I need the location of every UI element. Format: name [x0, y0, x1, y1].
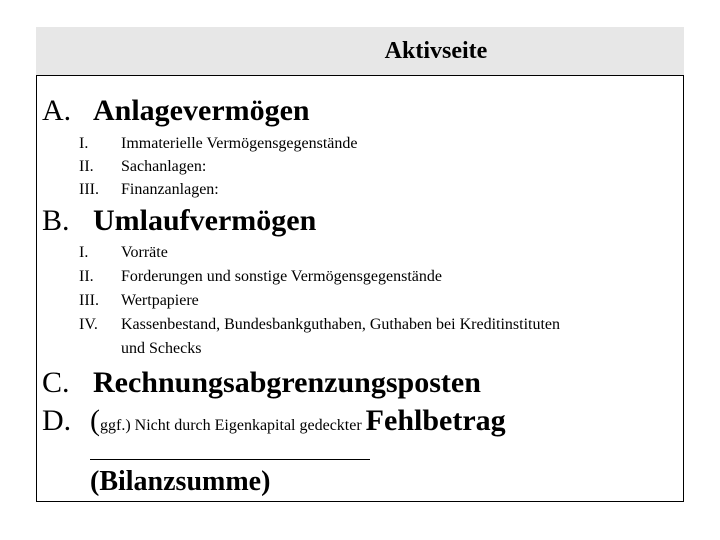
section-a-item-3-num: III.: [79, 181, 99, 198]
section-b-letter: B.: [42, 204, 70, 237]
section-a-item-2-num: II.: [79, 158, 94, 175]
section-b-item-1-text: Vorräte: [121, 244, 168, 261]
section-c-letter: C.: [42, 366, 70, 399]
section-b-item-4-continuation: und Schecks: [121, 340, 202, 357]
section-b-item-2-num: II.: [79, 268, 94, 285]
section-a-item-1-text: Immaterielle Vermögensgegenstände: [121, 135, 358, 152]
section-a-item-2-text: Sachanlagen:: [121, 158, 207, 175]
sum-underline: [90, 459, 370, 460]
section-d-paren: (: [90, 404, 100, 437]
section-b-item-4-num: IV.: [79, 316, 98, 333]
page-title: Aktivseite: [384, 38, 488, 64]
section-d-note: ggf.) Nicht durch Eigenkapital gedeckter: [100, 417, 362, 434]
section-b-item-2-text: Forderungen und sonstige Vermögensgegenstände: [121, 268, 442, 285]
section-b-item-3-num: III.: [79, 292, 99, 309]
section-d-title: Fehlbetrag: [365, 404, 506, 437]
section-d-letter: D.: [42, 404, 72, 437]
section-d-line: [90, 404, 506, 438]
header-bar: [36, 27, 684, 76]
section-b-item-4-text: Kassenbestand, Bundesbankguthaben, Guthaben bei Kreditinstituten: [121, 316, 561, 333]
section-b-title: Umlaufvermögen: [93, 204, 317, 237]
section-a-title: Anlagevermögen: [93, 94, 310, 127]
section-a-letter: A.: [42, 94, 72, 127]
section-a-item-1-num: I.: [79, 135, 89, 152]
section-a-item-3-text: Finanzanlagen:: [121, 181, 219, 198]
total-label: (Bilanzsumme): [90, 466, 271, 497]
section-b-item-3-text: Wertpapiere: [121, 292, 199, 309]
section-b-item-1-num: I.: [79, 244, 89, 261]
section-c-title: Rechnungsabgrenzungsposten: [93, 366, 481, 399]
